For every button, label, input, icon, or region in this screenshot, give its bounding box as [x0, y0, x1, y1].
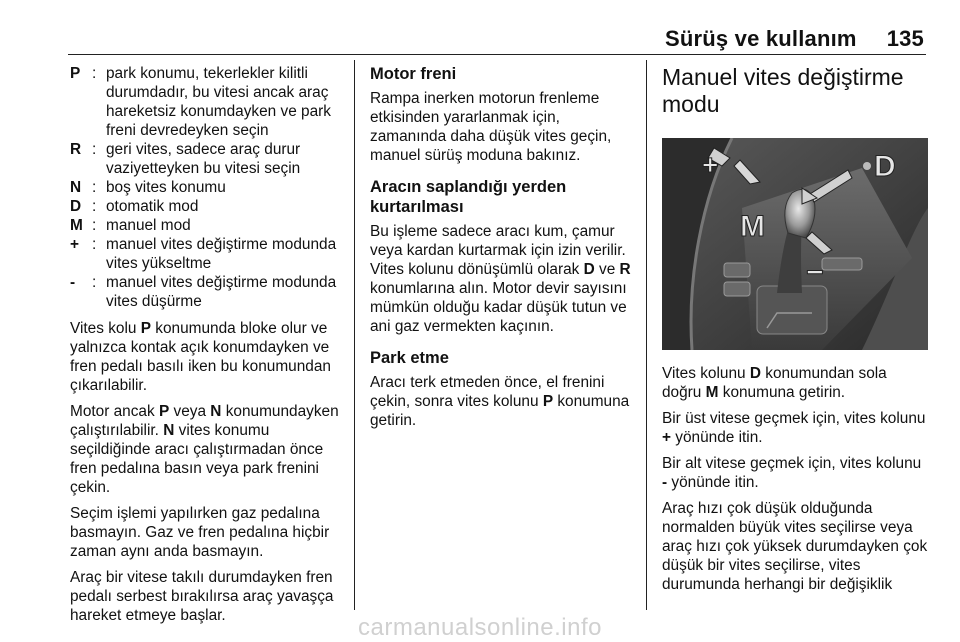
gear-definition-list — [70, 64, 346, 311]
section-heading-engine-brake: Motor freni — [370, 65, 457, 83]
plus-label: + — [702, 149, 719, 180]
paragraph-engine-start: Motor ancak P veya N konumundayken çalıştırılabilir. N vites konumu seçildiğinde aracı çalıştırmadan önce fren pedalına basın veya park frenini çekin. — [70, 403, 339, 496]
definition-key: - — [70, 274, 76, 291]
definition-key: N — [70, 179, 82, 196]
definition-text: otomatik mod — [106, 198, 199, 215]
definition-separator: : — [92, 141, 97, 158]
definition-text: boş vites konumu — [106, 179, 226, 196]
definition-text: park konumu, tekerlekler kilitli durumdadır, bu vitesi ancak araç hareketsiz konumdayken ve park freni devredeyken seçin — [106, 65, 331, 139]
d-position-dot — [863, 162, 871, 170]
watermark: carmanualsonline.info — [358, 614, 602, 641]
column-2 — [370, 64, 632, 442]
d-label: D — [874, 150, 896, 183]
definition-text: manuel vites değiştirme modunda vites yükseltme — [106, 236, 337, 272]
definition-key: M — [70, 217, 83, 234]
definition-key: P — [70, 65, 81, 82]
paragraph-parking: Aracı terk etmeden önce, el frenini çekin, sonra vites kolunu P konumuna getirin. — [370, 374, 630, 429]
definition-row — [70, 273, 346, 311]
paragraph-accelerator-warning: Seçim işlemi yapılırken gaz pedalına basmayın. Gaz ve fren pedalına hiçbir zaman aynı anda basmayın. — [70, 505, 330, 560]
definition-key: R — [70, 141, 82, 158]
header-rule — [68, 54, 926, 55]
definition-row — [70, 140, 346, 178]
definition-separator: : — [92, 198, 97, 215]
definition-row — [70, 64, 346, 140]
minus-label: − — [806, 256, 824, 289]
definition-text: geri vites, sadece araç durur vaziyetteyken bu vitesi seçin — [106, 141, 301, 177]
console-button — [724, 282, 750, 296]
console-button — [822, 258, 862, 270]
section-heading-parking: Park etme — [370, 349, 449, 367]
definition-separator: : — [92, 179, 97, 196]
definition-separator: : — [92, 274, 97, 291]
m-label: M — [740, 210, 765, 243]
section-title-manual-mode: Manuel vites değiştirme modu — [662, 64, 904, 117]
paragraph-select-m: Vites kolunu D konumundan sola doğru M konumuna getirin. — [662, 365, 887, 401]
section-heading-unstuck: Aracın saplandığı yerden kurtarılması — [370, 178, 567, 216]
definition-separator: : — [92, 236, 97, 253]
definition-key: D — [70, 198, 82, 215]
paragraph-upshift: Bir üst vitese geçmek için, vites kolunu + yönünde itin. — [662, 410, 926, 446]
definition-text: manuel vites değiştirme modunda vites düşürme — [106, 274, 337, 310]
page-header-title: Sürüş ve kullanım — [664, 26, 857, 51]
definition-separator: : — [92, 217, 97, 234]
column-divider-1 — [354, 60, 355, 610]
gear-lever-illustration — [662, 138, 928, 350]
console-button — [724, 263, 750, 277]
paragraph-downshift: Bir alt vitese geçmek için, vites kolunu - yönünde itin. — [662, 455, 922, 491]
column-3 — [662, 64, 930, 601]
paragraph-engine-brake: Rampa inerken motorun frenleme etkisinden yararlanmak için, zamanında daha düşük vites geçin, manuel sürüş moduna bakınız. — [370, 90, 612, 164]
column-divider-2 — [646, 60, 647, 610]
definition-key: + — [70, 236, 79, 253]
page-number: 135 — [886, 26, 924, 51]
definition-text: manuel mod — [106, 217, 191, 234]
definition-row — [70, 235, 346, 273]
definition-separator: : — [92, 65, 97, 82]
paragraph-creep: Araç bir vitese takılı durumdayken fren pedalı serbest bırakılırsa araç yavaşça hareket etmeye başlar. — [70, 569, 334, 624]
page-header — [665, 26, 924, 52]
definition-row — [70, 216, 346, 235]
paragraph-unstuck: Bu işleme sadece aracı kum, çamur veya kardan kurtarmak için izin verilir. Vites kolunu dönüşümlü olarak D ve R konumlarına alın. Motor devir sayısını mümkün olduğu kadar düşük tutun ve ani gaz vermekten kaçının. — [370, 223, 631, 335]
definition-row — [70, 178, 346, 197]
paragraph-lever-block: Vites kolu P konumunda bloke olur ve yalnızca kontak açık konumdayken ve fren pedalı basılı iken bu konumundan çıkarılabilir. — [70, 320, 331, 394]
definition-row — [70, 197, 346, 216]
gear-lever-figure — [662, 138, 928, 350]
paragraph-speed-note: Araç hızı çok düşük olduğunda normalden büyük vites seçilirse veya araç hızı çok yüksek durumdayken çok düşük bir vites seçilirse, vites durumunda herhangi bir değişiklik — [662, 500, 928, 593]
column-1 — [70, 64, 346, 632]
